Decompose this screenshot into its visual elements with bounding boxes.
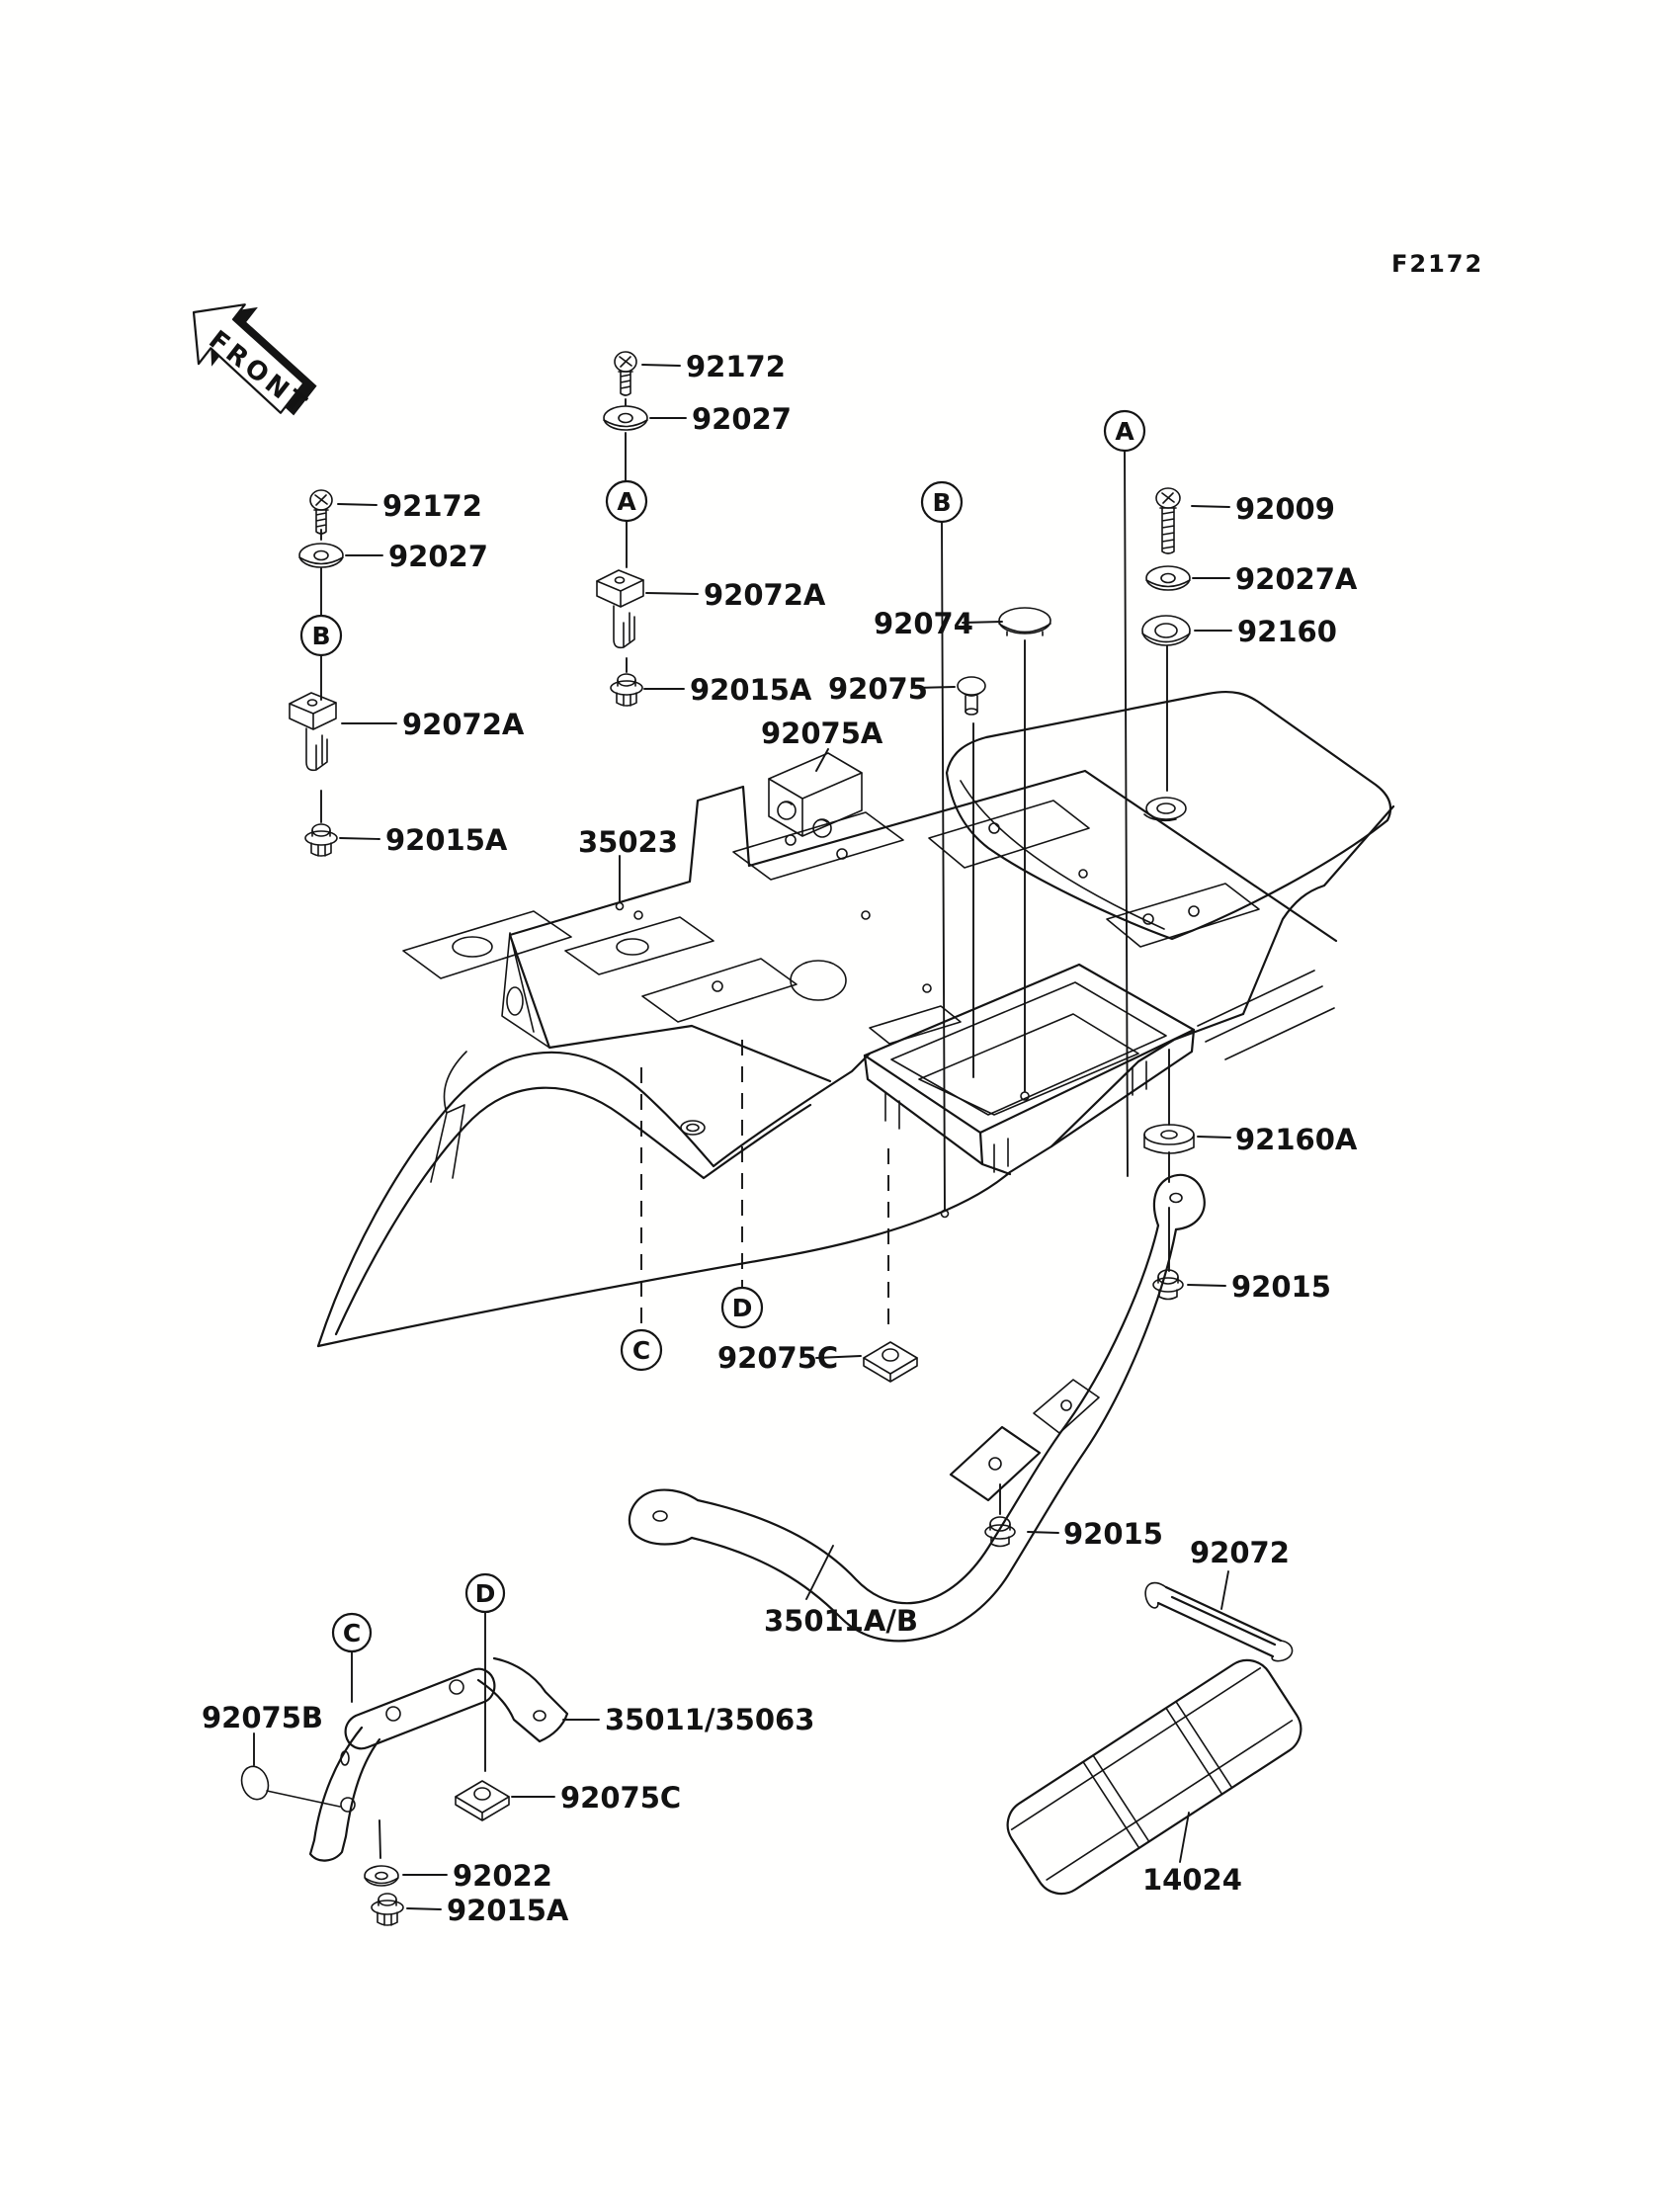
plate-screw-dot-4 — [923, 984, 931, 992]
label-button: 92075 — [828, 672, 928, 706]
ref-circle-c-bracket — [333, 1614, 371, 1651]
plate-hole-upper-2 — [837, 849, 847, 859]
label-rear-cover: 14024 — [1142, 1863, 1242, 1897]
fender-top-profile — [318, 1053, 870, 1346]
front-bracket-drawing — [310, 1658, 567, 1861]
plate-screw-dot-1 — [634, 911, 642, 919]
washer-icon-right — [1146, 566, 1190, 590]
svg-text:C: C — [631, 1336, 651, 1365]
front-arrow — [171, 278, 337, 433]
rear-fender-drawing — [318, 692, 1393, 1346]
seat-base-outline — [947, 692, 1390, 939]
label-left-bolt: 92015A — [385, 823, 508, 857]
label-right-damper: 92160 — [1237, 615, 1337, 648]
cover-seam-bottom — [1047, 1721, 1292, 1880]
label-right-washer: 92027A — [1235, 562, 1358, 596]
leader-spacer — [816, 749, 828, 771]
front-bracket-hole-1 — [386, 1707, 400, 1721]
label-left-clip: 92072A — [402, 708, 525, 741]
label-front-bracket: 35011/35063 — [605, 1703, 815, 1736]
svg-text:B: B — [311, 622, 331, 650]
plate-subpanel-small — [870, 1006, 961, 1044]
front-bracket-top-plate — [346, 1669, 495, 1749]
bracket-tab-hole — [989, 1458, 1001, 1470]
label-plug: 92075B — [202, 1701, 323, 1734]
fender-mount-hole — [681, 1121, 705, 1135]
screw-icon-right — [1156, 488, 1180, 553]
clip-icon-left — [290, 693, 336, 770]
leader-grommet — [1198, 1137, 1230, 1138]
washer-icon-lower — [365, 1866, 398, 1886]
plate-subpanel-left — [403, 911, 571, 978]
plate-screw-dot-2 — [862, 911, 870, 919]
band-strip — [1158, 1587, 1281, 1656]
cover-bands — [1083, 1702, 1232, 1848]
plate-subpanel-right — [1107, 884, 1259, 947]
ref-circle-b-left — [301, 616, 341, 655]
plate-large-hole — [791, 961, 846, 1000]
svg-text:D: D — [731, 1294, 753, 1322]
leader-left-bolt — [340, 838, 379, 839]
svg-text:B: B — [932, 488, 952, 517]
ref-circle-d-bracket — [466, 1574, 504, 1612]
svg-text:C: C — [342, 1619, 362, 1648]
tray-floor — [919, 1014, 1138, 1115]
plate-hole-r2 — [1189, 906, 1199, 916]
svg-text:D: D — [474, 1579, 496, 1608]
inner-plate-outline — [510, 771, 1336, 1081]
washer-icon-top — [604, 406, 647, 430]
square-nut-icon-lower — [456, 1781, 509, 1820]
label-rear-bracket: 35011A/B — [764, 1604, 919, 1638]
leader-right-screw — [1192, 506, 1229, 507]
plate-hole-upper-1 — [786, 835, 796, 845]
label-mid-nut: 92015 — [1063, 1517, 1163, 1551]
leader-top-clip — [646, 593, 698, 594]
front-bracket-hole-2 — [450, 1680, 463, 1694]
label-spacer: 92075A — [761, 717, 883, 750]
line-lower-washer — [379, 1820, 380, 1858]
nut-icon-right — [1153, 1270, 1183, 1300]
paddle-hole — [653, 1511, 667, 1521]
label-top-washer: 92027 — [692, 402, 792, 436]
label-top-screw: 92172 — [686, 350, 786, 383]
label-band: 92072 — [1190, 1536, 1290, 1569]
ref-circle-c-fender — [622, 1330, 661, 1370]
plate-leader-dot — [617, 903, 624, 910]
bolt-icon-left — [305, 824, 337, 856]
label-right-nut: 92015 — [1231, 1270, 1331, 1304]
front-bracket-right-arm — [478, 1658, 567, 1741]
ref-circle-a-right — [1105, 411, 1144, 451]
clip-icon-top — [597, 570, 643, 647]
ref-circle-d-fender — [722, 1288, 762, 1327]
step-rails — [1198, 971, 1334, 1059]
band-drawing — [1145, 1583, 1292, 1661]
leader-top-screw — [642, 365, 680, 366]
leader-rear-bracket — [806, 1546, 833, 1599]
leader-mid-nut — [1028, 1532, 1058, 1533]
label-center-nut: 92075C — [717, 1341, 839, 1375]
eyelet-hole — [1170, 1194, 1182, 1203]
rear-bracket-left-paddle — [630, 1490, 698, 1545]
washer-icon-left — [299, 544, 343, 567]
leader-band — [1221, 1571, 1228, 1609]
cap-icon — [999, 608, 1050, 635]
front-bracket-foot-hole — [534, 1711, 546, 1721]
front-arrow-label: FRONT — [203, 324, 315, 422]
plate-subpanel-mid-left — [565, 917, 714, 974]
bracket-tab — [951, 1427, 1040, 1500]
cover-seam-top — [1012, 1668, 1261, 1829]
stack-line-top — [626, 399, 627, 672]
bolt-icon-top — [611, 674, 642, 706]
label-top-clip: 92072A — [704, 578, 826, 612]
grommet-icon — [1144, 1125, 1194, 1153]
tray-wall — [865, 1030, 1194, 1174]
bracket-tab-2-hole — [1061, 1400, 1071, 1410]
label-inner-plate: 35023 — [578, 825, 678, 859]
label-left-screw: 92172 — [382, 489, 482, 523]
plate-hole-center — [713, 981, 722, 991]
label-grommet: 92160A — [1235, 1123, 1358, 1156]
ref-circle-a-top — [607, 481, 646, 521]
tray-rim-outer — [865, 965, 1194, 1133]
figure-code: F2172 — [1391, 250, 1484, 278]
damper-icon-right — [1142, 616, 1190, 645]
nut-icon-mid — [985, 1517, 1015, 1547]
rear-bracket-lower-line — [692, 1229, 1176, 1641]
plate-subpanel-upper-right — [929, 801, 1089, 868]
plug-icon — [237, 1763, 272, 1803]
plate-hole-ur — [989, 823, 999, 833]
spacer-icon — [769, 753, 862, 837]
label-cap: 92074 — [874, 607, 973, 640]
ref-circle-b-center — [922, 482, 962, 522]
trim-button-icon — [958, 677, 985, 715]
fender-right-edge — [1243, 806, 1393, 1014]
plate-screw-dot-3 — [1079, 870, 1087, 878]
assembly-lines — [254, 399, 1169, 1858]
label-lower-nut: 92075C — [560, 1781, 682, 1815]
label-left-washer: 92027 — [388, 540, 488, 573]
screw-icon-top — [615, 352, 636, 395]
leader-left-screw — [338, 504, 377, 505]
svg-text:A: A — [617, 487, 636, 516]
leader-right-nut — [1188, 1285, 1225, 1286]
rear-bracket-drawing — [630, 1175, 1205, 1641]
leader-lower-bolt — [407, 1908, 441, 1909]
fender-wall-slot — [507, 987, 523, 1015]
label-right-screw: 92009 — [1235, 492, 1335, 526]
square-nut-icon-center — [864, 1342, 917, 1382]
line-ref-a-right — [1125, 451, 1128, 1176]
svg-text:A: A — [1115, 417, 1134, 446]
label-lower-bolt: 92015A — [447, 1894, 569, 1927]
screw-icon-left — [310, 490, 332, 534]
seat-grommet-icon — [1144, 798, 1186, 820]
label-lower-washer: 92022 — [453, 1859, 552, 1893]
label-top-bolt: 92015A — [690, 673, 812, 707]
plate-oval-hole-mid — [617, 939, 648, 955]
plate-oval-hole-left — [453, 937, 492, 957]
line-plug-to-arm — [267, 1791, 340, 1807]
bolt-icon-lower — [372, 1894, 403, 1925]
